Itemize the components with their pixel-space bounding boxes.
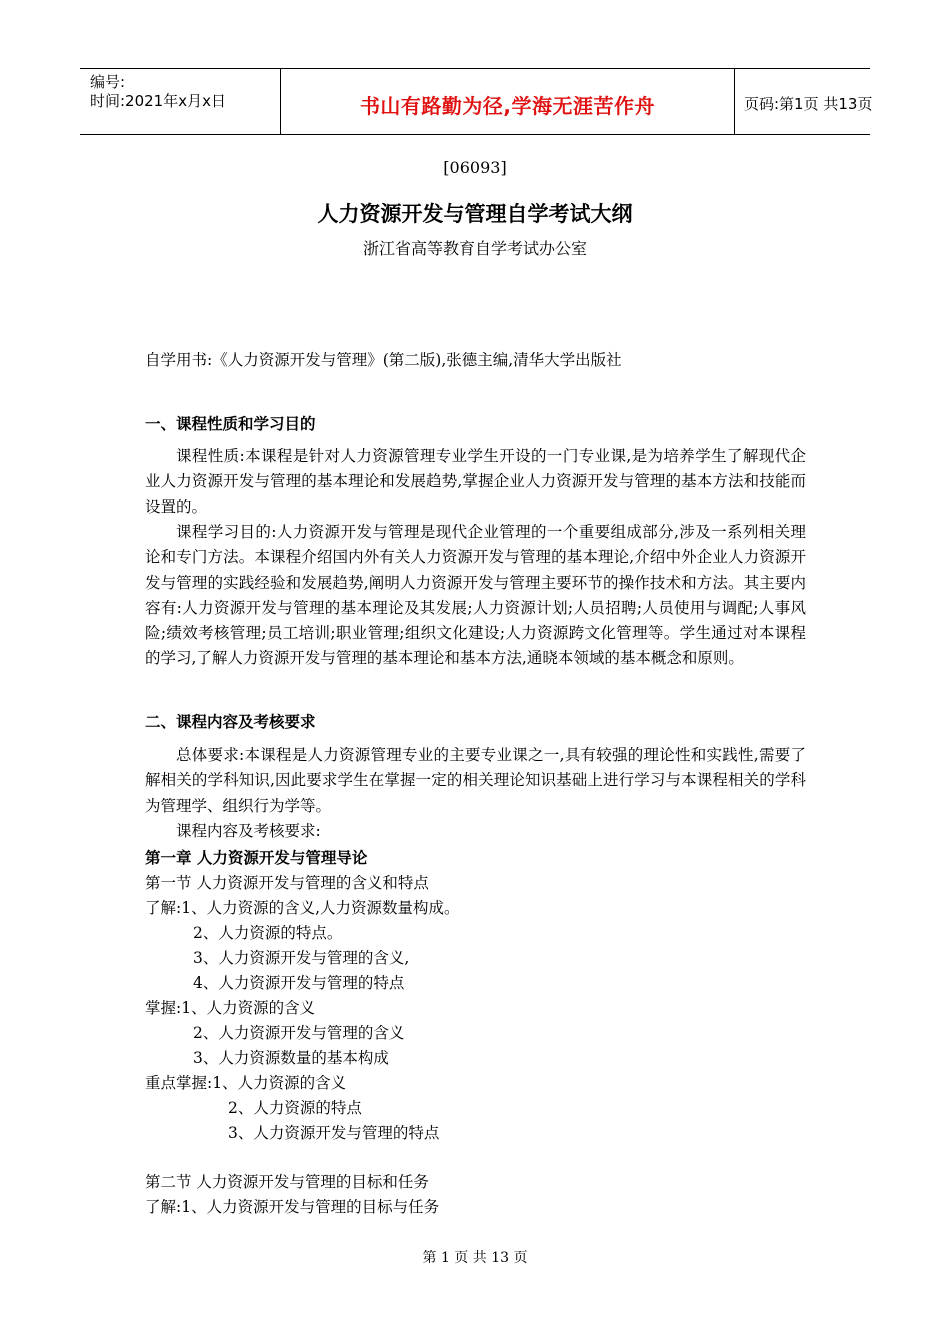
header-motto-cell: [280, 69, 735, 134]
section1-heading: 一、课程性质和学习目的: [145, 415, 316, 433]
list-item: 2、人力资源的特点。: [193, 924, 343, 942]
list-item: 4、人力资源开发与管理的特点: [193, 974, 405, 992]
section2-heading: 二、课程内容及考核要求: [145, 713, 316, 731]
chapter1-section1-title: 第一节 人力资源开发与管理的含义和特点: [145, 874, 429, 892]
list-item: 了解:1、人力资源开发与管理的目标与任务: [145, 1198, 440, 1216]
motto: 书山有路勤为径,学海无涯苦作舟: [359, 94, 656, 118]
header-meta: [80, 69, 280, 134]
list-item: 了解:1、人力资源的含义,人力资源数量构成。: [145, 899, 460, 917]
issuer: 浙江省高等教育自学考试办公室: [362, 239, 587, 258]
time-label: 时间:2021年x月x日: [90, 92, 226, 110]
header-page-info: 页码:第1页 共13页: [744, 95, 873, 113]
chapter1-title: 第一章 人力资源开发与管理导论: [145, 849, 368, 867]
course-code: [06093]: [443, 158, 507, 177]
page-header: [80, 68, 873, 135]
section1-paragraph-1: 课程性质:本课程是针对人力资源管理专业学生开设的一门专业课,是为培养学生了解现代企业人力资源开发与管理的基本理论和发展趋势,掌握企业人力资源开发与管理的基本方法和技能而设置的。: [145, 447, 806, 516]
list-item: 3、人力资源开发与管理的特点: [228, 1124, 440, 1142]
section2-paragraph-2: 课程内容及考核要求:: [176, 822, 321, 840]
page-footer: 第 1 页 共 13 页: [422, 1250, 528, 1266]
document-title: 人力资源开发与管理自学考试大纲: [317, 202, 633, 226]
list-item: 掌握:1、人力资源的含义: [145, 999, 316, 1017]
number-label: 编号:: [90, 73, 126, 91]
textbook-line: 自学用书:《人力资源开发与管理》(第二版),张德主编,清华大学出版社: [145, 351, 622, 369]
list-item: 3、人力资源数量的基本构成: [193, 1049, 389, 1067]
list-item: 2、人力资源的特点: [228, 1099, 362, 1117]
list-item: 重点掌握:1、人力资源的含义: [145, 1074, 347, 1092]
list-item: 2、人力资源开发与管理的含义: [193, 1024, 405, 1042]
chapter1-section2-title: 第二节 人力资源开发与管理的目标和任务: [145, 1173, 429, 1191]
section1-paragraph-2: 课程学习目的:人力资源开发与管理是现代企业管理的一个重要组成部分,涉及一系列相关理论和专门方法。本课程介绍国内外有关人力资源开发与管理的基本理论,介绍中外企业人力资源开发与管理的实践经验和发展趋势,阐明人力资源开发与管理主要环节的操作技术和方法。其主要内容有:人力资源开发与管理的基本理论及其发展;人力资源计划;人员招聘;人员使用与调配;人事风险;绩效考核管理;员工培训;职业管理;组织文化建设;人力资源跨文化管理等。学生通过对本课程的学习,了解人力资源开发与管理的基本理论和基本方法,通晓本领域的基本概念和原则。: [145, 523, 806, 668]
section2-paragraph-1: 总体要求:本课程是人力资源管理专业的主要专业课之一,具有较强的理论性和实践性,需要了解相关的学科知识,因此要求学生在掌握一定的相关理论知识基础上进行学习与本课程相关的学科为管理学、组织行为学等。: [145, 746, 806, 815]
list-item: 3、人力资源开发与管理的含义,: [193, 949, 410, 967]
